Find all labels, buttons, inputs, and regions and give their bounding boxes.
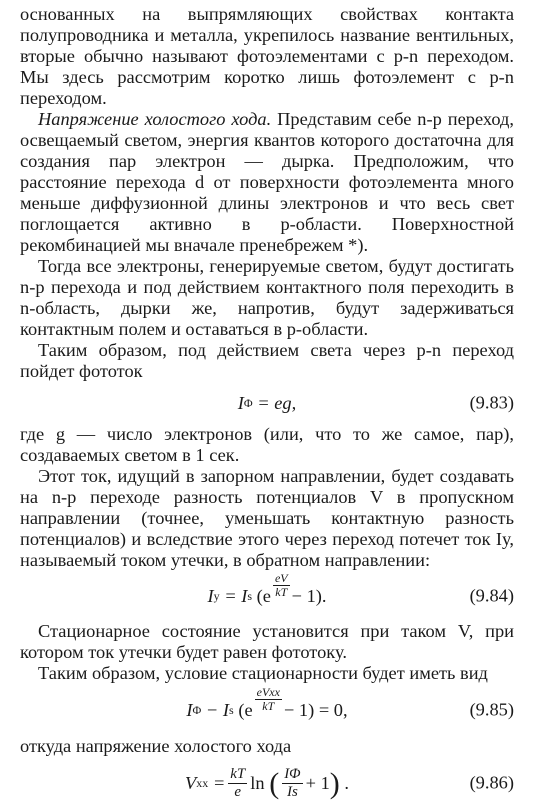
paragraph-7: Стационарное состояние установится при таком V, при котором ток утечки будет равен фототоку. — [20, 621, 514, 662]
paragraph-9: откуда напряжение холостого хода — [20, 736, 292, 756]
paragraph-4: Таким образом, под действием света через p-n переход пойдет фототок — [20, 340, 514, 381]
paragraph-5: где g — число электронов (или, что то же самое, пар), создаваемых светом в 1 сек. — [20, 424, 514, 465]
paragraph-6: Этот ток, идущий в запорном направлении, будет создавать на n-p переходе разность потенциалов V в пропускном направлении (точнее, уменьшать контактную разность потенциалов) и вследствие этого через переход потечет ток Iу, называемый током утечки, в обратном направлении: — [20, 466, 514, 570]
paragraph-8: Таким образом, условие стационарности будет иметь вид — [38, 663, 488, 683]
equation-9-83: I Φ = eg, (9.83) — [237, 392, 514, 413]
equation-number: (9.83) — [469, 392, 514, 413]
section-heading: Напряжение холостого хода. — [38, 109, 272, 129]
paragraph-1: основанных на выпрямляющих свойствах контакта полупроводника и металла, укрепилось название вентильных, вторые обычно называют фотоэлементами с p-n переходом. Мы здесь рассмотрим коротко лишь фотоэлемент с p-n переходом. — [20, 4, 514, 108]
paragraph-3: Тогда все электроны, генерируемые светом, будут достигать n-p перехода и под действием контактного поля переходить в n-область, дырки же, напротив, будут задерживаться контактным полем и оставаться в p-области. — [20, 256, 514, 339]
equation-number: (9.84) — [469, 585, 514, 606]
equation-number: (9.85) — [469, 699, 514, 720]
equation-9-84: I у = I s (e $\frac{eV}{kT}$ − 1). (9.84) — [207, 570, 514, 606]
paragraph-2: Напряжение холостого хода. Представим себе n-p переход, освещаемый светом, энергия квантов которого достаточна для создания пар электрон — дырка. Предположим, что расстояние перехода d от поверхности фотоэлемента много меньше диффузионной длины электронов и что весь свет поглощается активно в p-области. Поверхностной рекомбинацией мы вначале пренебрежем *). — [20, 109, 514, 255]
equation-number: (9.86) — [469, 772, 514, 793]
equation-9-85: I Φ − I s (e $\frac{\text{eVxx}}{kT}$ − 1) = 0, (9.85) — [186, 684, 514, 720]
equation-9-86: V xx = $\frac{kT}{e}$ ln ( IΦ Is + 1 ) . (9.86) — [185, 765, 514, 800]
